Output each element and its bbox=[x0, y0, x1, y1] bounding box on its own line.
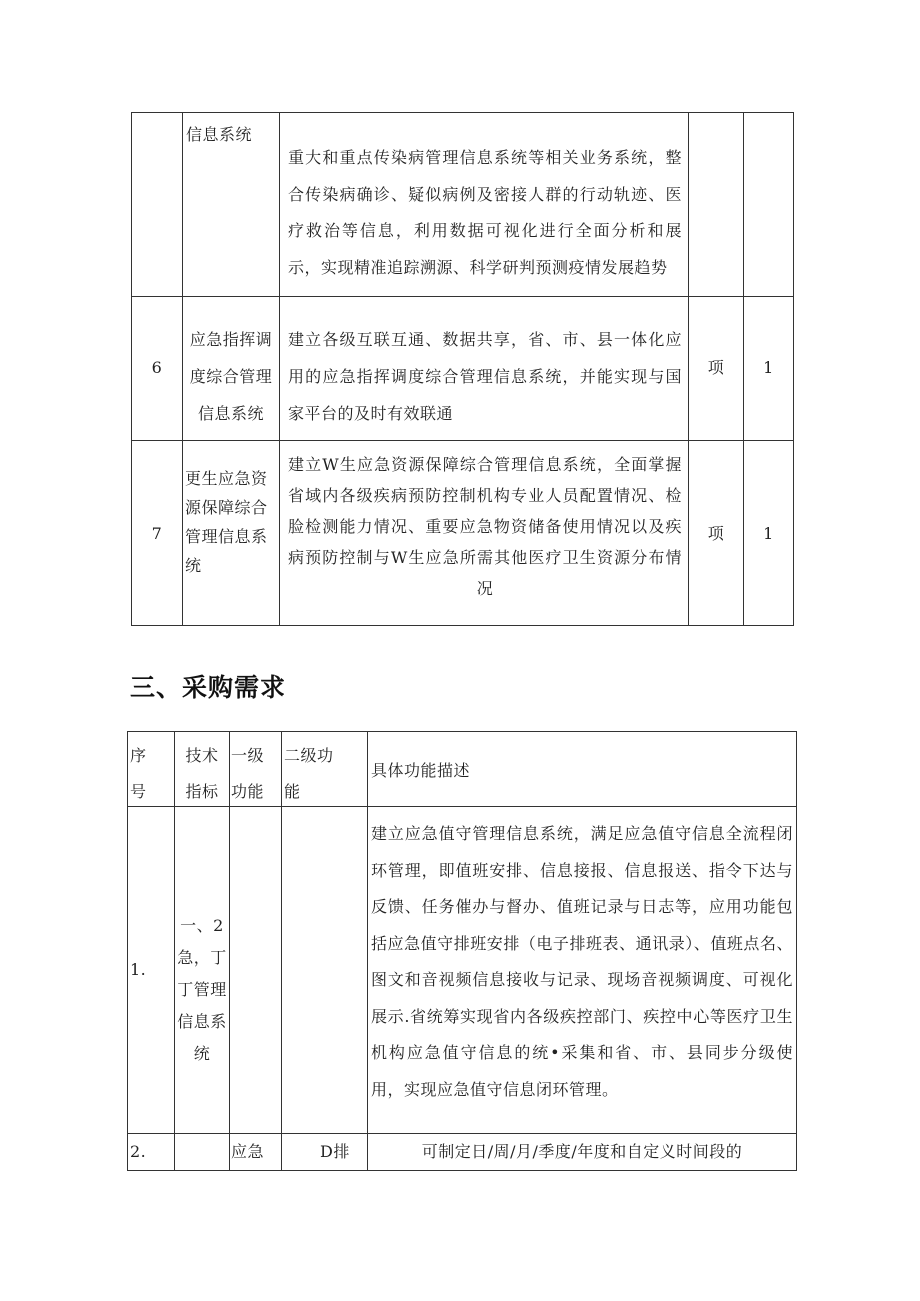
header-level1: 一级功能 bbox=[231, 746, 265, 801]
quantity: 1 bbox=[763, 358, 774, 377]
header-level2: 二级功能 bbox=[284, 746, 334, 801]
level1-function: 应急 bbox=[231, 1142, 265, 1161]
header-desc: 具体功能描述 bbox=[371, 761, 471, 780]
function-description: 可制定日/周/月/季度/年度和自定义时间段的 bbox=[421, 1142, 743, 1161]
row-number: 1. bbox=[130, 960, 147, 979]
system-description: 建立各级互联互通、数据共享，省、市、县一体化应用的应急指挥调度综合管理信息系统，并能实现与国家平台的及时有效联通 bbox=[288, 330, 682, 423]
tech-indicator: 一、2急，丁丁管理信息系统 bbox=[177, 916, 227, 1063]
row-number: 6 bbox=[151, 358, 163, 377]
row-number: 2. bbox=[130, 1142, 147, 1161]
row-number: 7 bbox=[151, 524, 163, 543]
unit: 项 bbox=[707, 524, 725, 543]
system-name: 更生应急资源保障综合管理信息系统 bbox=[185, 469, 268, 575]
header-no: 序号 bbox=[130, 746, 147, 801]
system-name: 信息系统 bbox=[186, 125, 253, 144]
section-heading: 三、采购需求 bbox=[130, 673, 287, 702]
header-tech: 技术指标 bbox=[185, 746, 219, 801]
system-description: 建立W生应急资源保障综合管理信息系统，全面掌握省域内各级疾病预防控制机构专业人员配置情况、检脸检测能力情况、重要应急物资储备使用情况以及疾病预防控制与W生应急所需其他医疗卫生资源分布情况 bbox=[288, 455, 682, 598]
function-description: 建立应急值守管理信息系统，满足应急值守信息全流程闭环管理，即值班安排、信息接报、信息报送、指令下达与反馈、任务催办与督办、值班记录与日志等，应用功能包括应急值守排班安排（电子排班表、通讯录）、值班点名、图文和音视频信息接收与记录、现场音视频调度、可视化展示.省统筹实现省内各级疾控部门、疾控中心等医疗卫生机构应急值守信息的统•采集和省、市、县同步分级使用，实现应急值守信息闭环管理。 bbox=[371, 824, 793, 1099]
unit: 项 bbox=[707, 358, 725, 377]
quantity: 1 bbox=[763, 524, 774, 543]
system-name: 应急指挥调度综合管理信息系统 bbox=[189, 330, 273, 423]
level2-function: D排 bbox=[320, 1142, 350, 1161]
system-description: 重大和重点传染病管理信息系统等相关业务系统，整合传染病确诊、疑似病例及密接人群的行动轨迹、医疗救治等信息，利用数据可视化进行全面分析和展示，实现精准追踪溯源、科学研判预测疫情发展趋势 bbox=[288, 148, 682, 277]
